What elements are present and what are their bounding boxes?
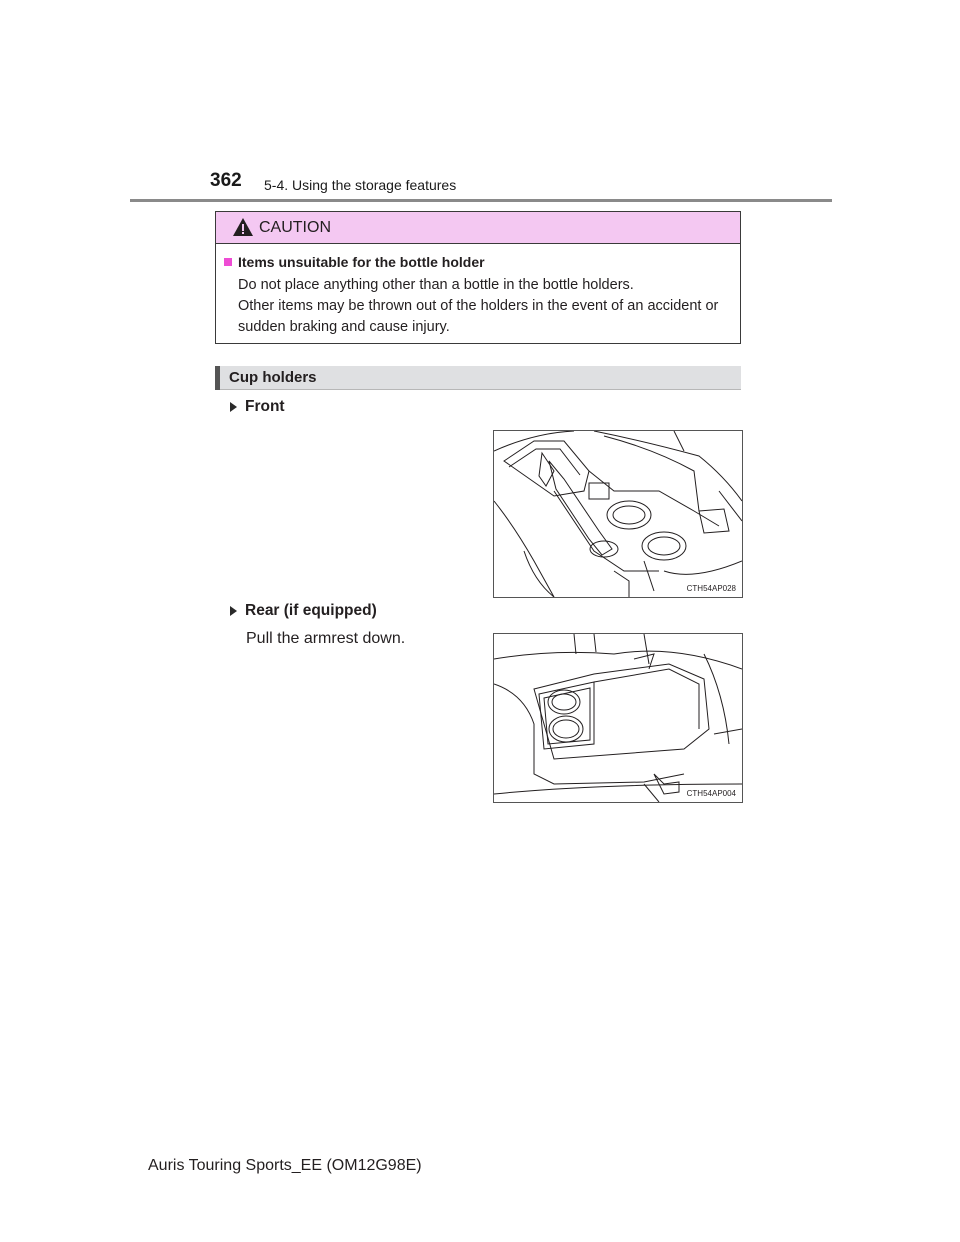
front-cup-holder-illustration bbox=[493, 430, 743, 598]
rear-label: Rear (if equipped) bbox=[245, 602, 377, 619]
caution-heading bbox=[224, 254, 485, 270]
caution-heading-text: Items unsuitable for the bottle holder bbox=[238, 254, 485, 270]
rear-subheading bbox=[230, 602, 377, 620]
warning-icon bbox=[232, 217, 254, 237]
header-rule bbox=[130, 199, 832, 202]
front-console-drawing bbox=[494, 431, 742, 597]
caution-line: Do not place anything other than a bottle in the bottle holders. bbox=[238, 277, 634, 293]
front-label: Front bbox=[245, 398, 285, 415]
section-title: 5-4. Using the storage features bbox=[264, 177, 457, 193]
front-subheading bbox=[230, 398, 285, 416]
footer-model: Auris Touring Sports_EE (OM12G98E) bbox=[148, 1157, 422, 1174]
rear-armrest-drawing bbox=[494, 634, 742, 802]
section-heading bbox=[215, 366, 741, 390]
rear-cup-holder-illustration bbox=[493, 633, 743, 803]
section-heading-text: Cup holders bbox=[229, 369, 317, 386]
triangle-bullet-icon bbox=[230, 606, 237, 616]
rear-figure-code: CTH54AP004 bbox=[686, 789, 736, 798]
caution-line: sudden braking and cause injury. bbox=[238, 319, 450, 335]
caution-header bbox=[216, 212, 740, 244]
caution-title: CAUTION bbox=[259, 219, 331, 236]
heading-accent bbox=[215, 366, 220, 390]
page-number: 362 bbox=[210, 170, 242, 191]
triangle-bullet-icon bbox=[230, 402, 237, 412]
front-figure-code: CTH54AP028 bbox=[686, 584, 736, 593]
caution-box bbox=[215, 211, 741, 344]
rear-instruction: Pull the armrest down. bbox=[246, 630, 406, 647]
caution-line: Other items may be thrown out of the holders in the event of an accident or bbox=[238, 298, 719, 314]
square-bullet-icon bbox=[224, 258, 232, 266]
